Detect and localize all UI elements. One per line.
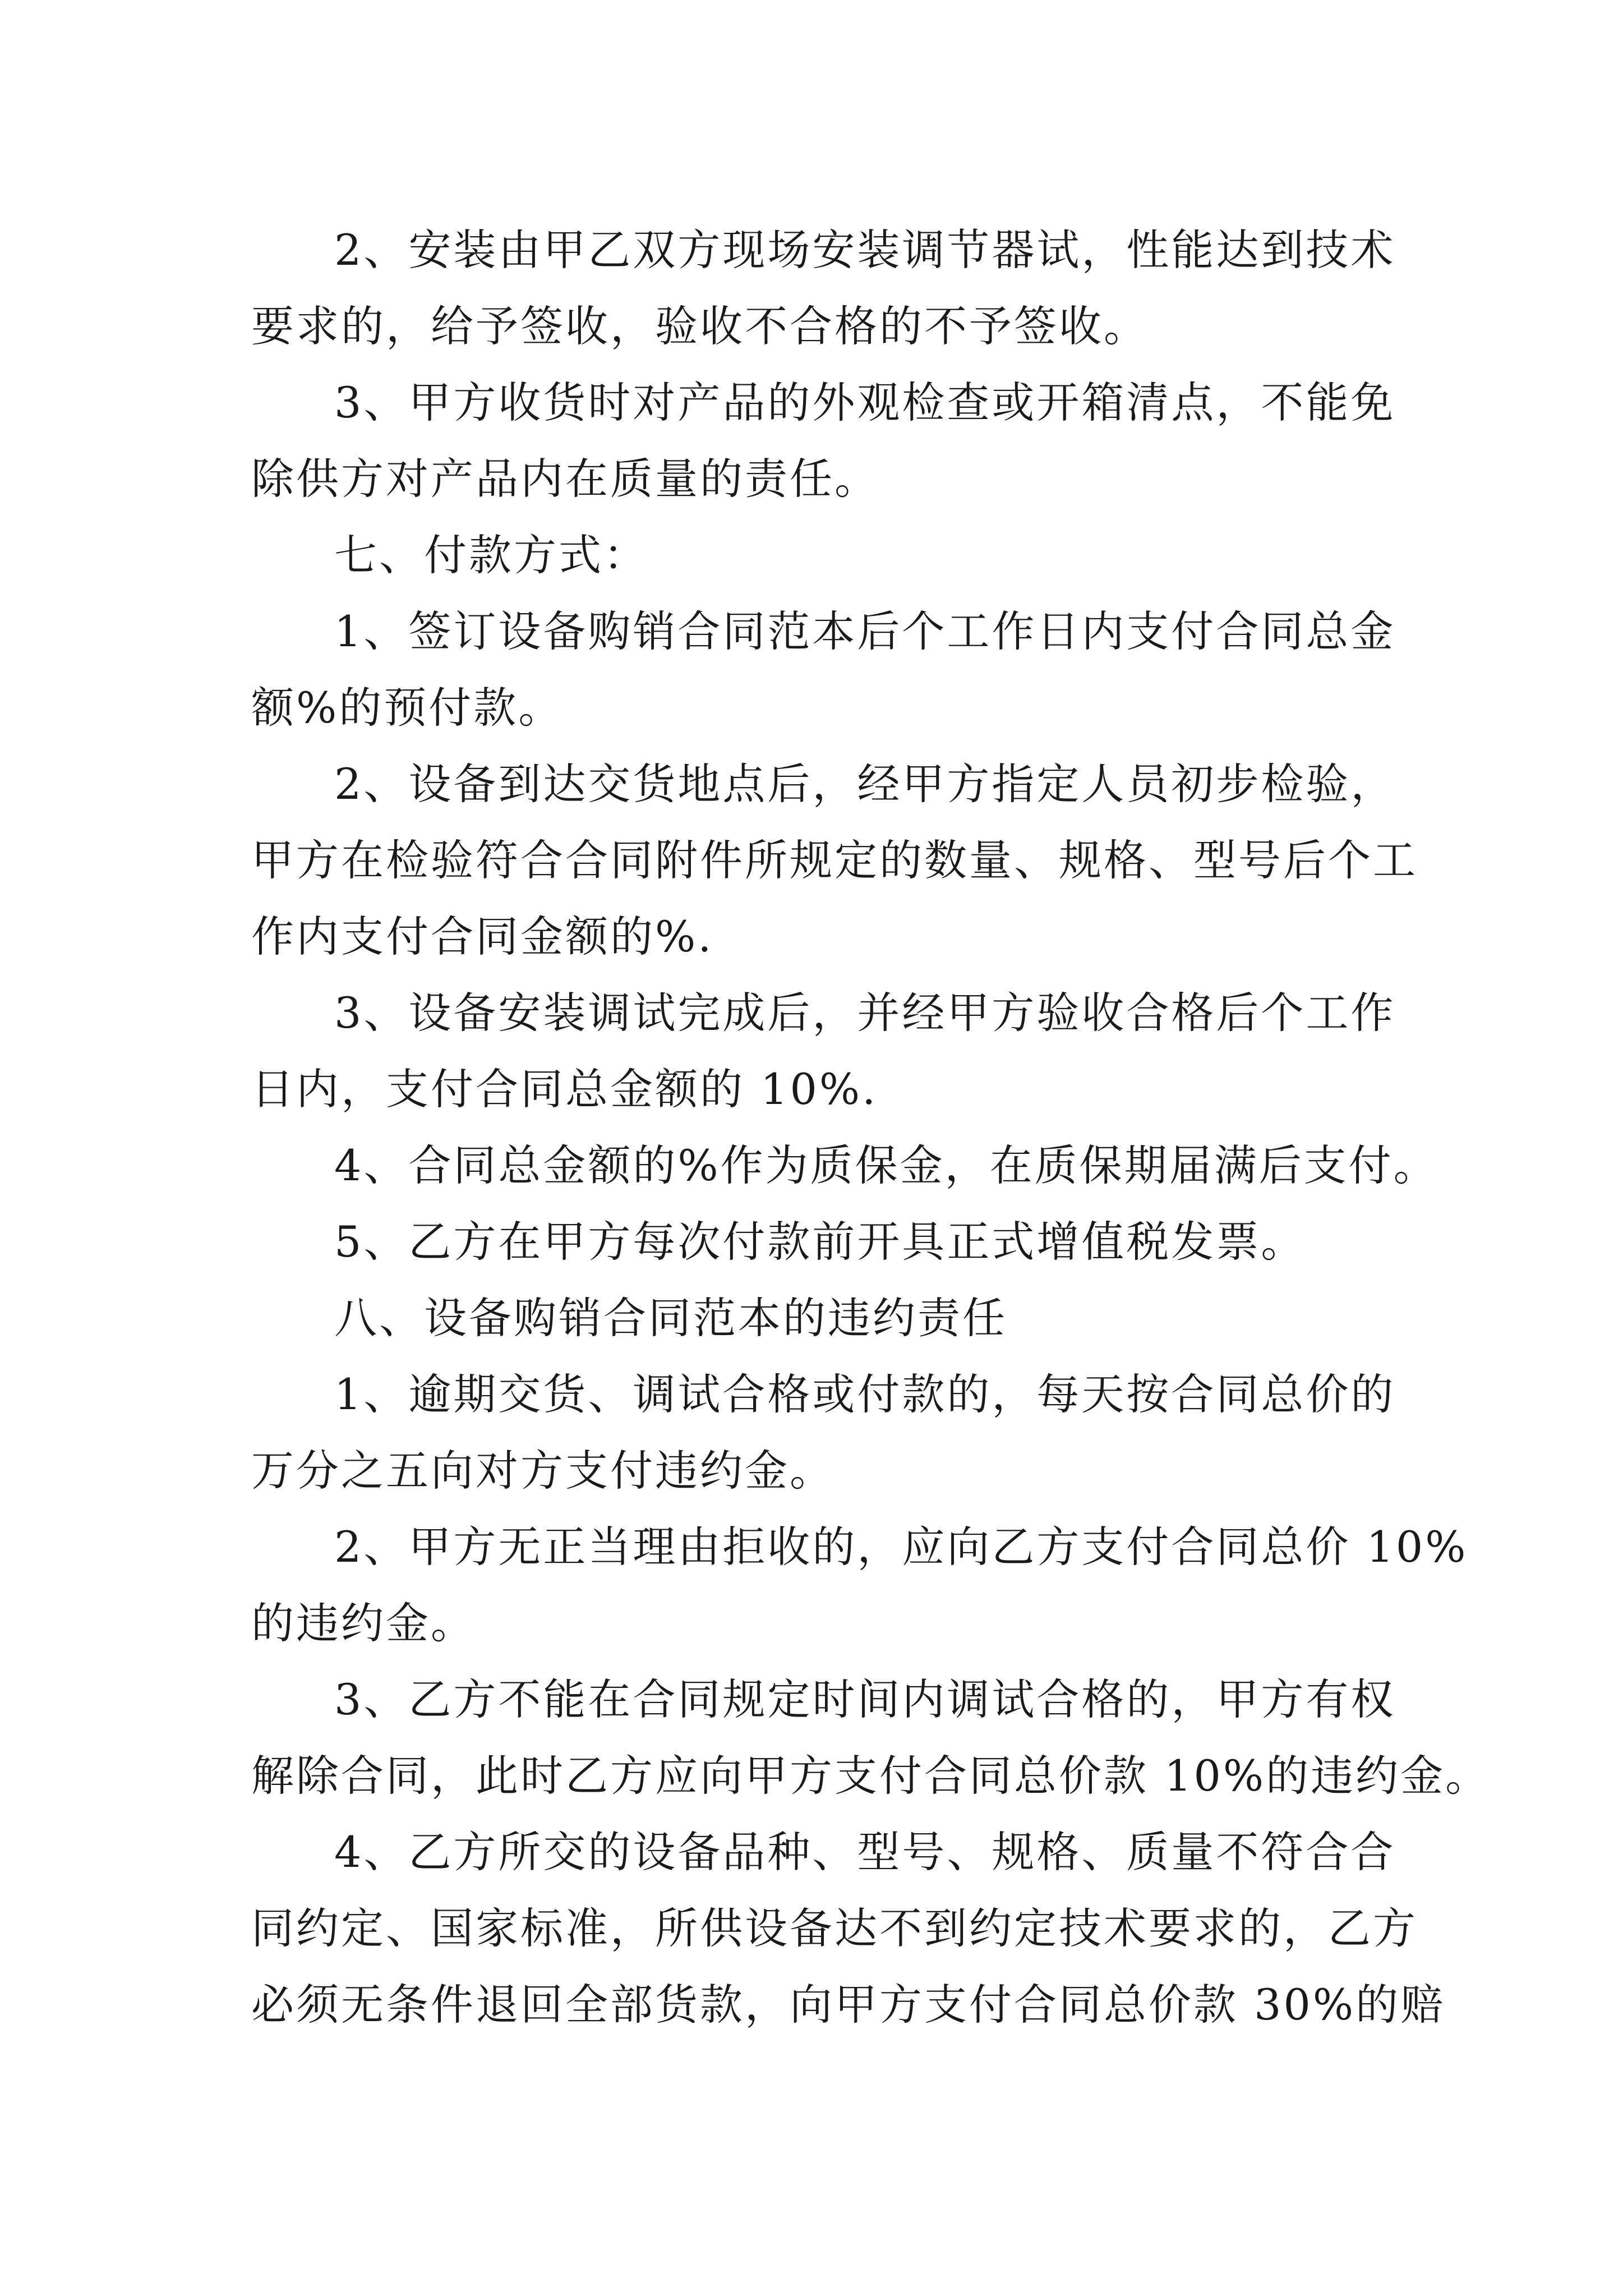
- text-line: 1、签订设备购销合同范本后个工作日内支付合同总金: [334, 606, 1396, 656]
- text-line: 5、乙方在甲方每次付款前开具正式增值税发票。: [334, 1217, 1306, 1267]
- text-line: 除供方对产品内在质量的责任。: [251, 454, 879, 504]
- text-line: 解除合同，此时乙方应向甲方支付合同总价款 10%的违约金。: [251, 1751, 1491, 1801]
- text-line: 同约定、国家标准，所供设备达不到约定技术要求的，乙方: [251, 1903, 1418, 1953]
- text-line: 万分之五向对方支付违约金。: [251, 1446, 834, 1496]
- text-line: 七、付款方式：: [334, 530, 648, 580]
- text-line: 2、安装由甲乙双方现场安装调节器试，性能达到技术: [334, 225, 1396, 275]
- document-body: [251, 212, 1491, 2043]
- text-line: 甲方在检验符合合同附件所规定的数量、规格、型号后个工: [251, 835, 1418, 885]
- text-line: 4、合同总金额的%作为质保金，在质保期届满后支付。: [334, 1140, 1438, 1190]
- text-line: 3、乙方不能在合同规定时间内调试合格的，甲方有权: [334, 1674, 1396, 1724]
- text-line: 额%的预付款。: [251, 683, 564, 733]
- text-line: 1、逾期交货、调试合格或付款的，每天按合同总价的: [334, 1369, 1396, 1419]
- text-line: 3、设备安装调试完成后，并经甲方验收合格后个工作: [334, 988, 1396, 1038]
- text-line: 八、设备购销合同范本的违约责任: [334, 1293, 1007, 1343]
- text-line: 作内支付合同金额的%.: [251, 912, 714, 961]
- text-line: 3、甲方收货时对产品的外观检查或开箱清点，不能免: [334, 378, 1396, 427]
- text-line: 日内，支付合同总金额的 10%.: [251, 1064, 878, 1114]
- text-line: 要求的，给予签收，验收不合格的不予签收。: [251, 301, 1149, 351]
- text-line: 2、设备到达交货地点后，经甲方指定人员初步检验，: [334, 759, 1396, 809]
- text-line: 必须无条件退回全部货款，向甲方支付合同总价款 30%的赔: [251, 1980, 1446, 2030]
- text-line: 的违约金。: [251, 1598, 476, 1648]
- text-line: 2、甲方无正当理由拒收的，应向乙方支付合同总价 10%: [334, 1522, 1468, 1572]
- text-line: 4、乙方所交的设备品种、型号、规格、质量不符合合: [334, 1827, 1396, 1877]
